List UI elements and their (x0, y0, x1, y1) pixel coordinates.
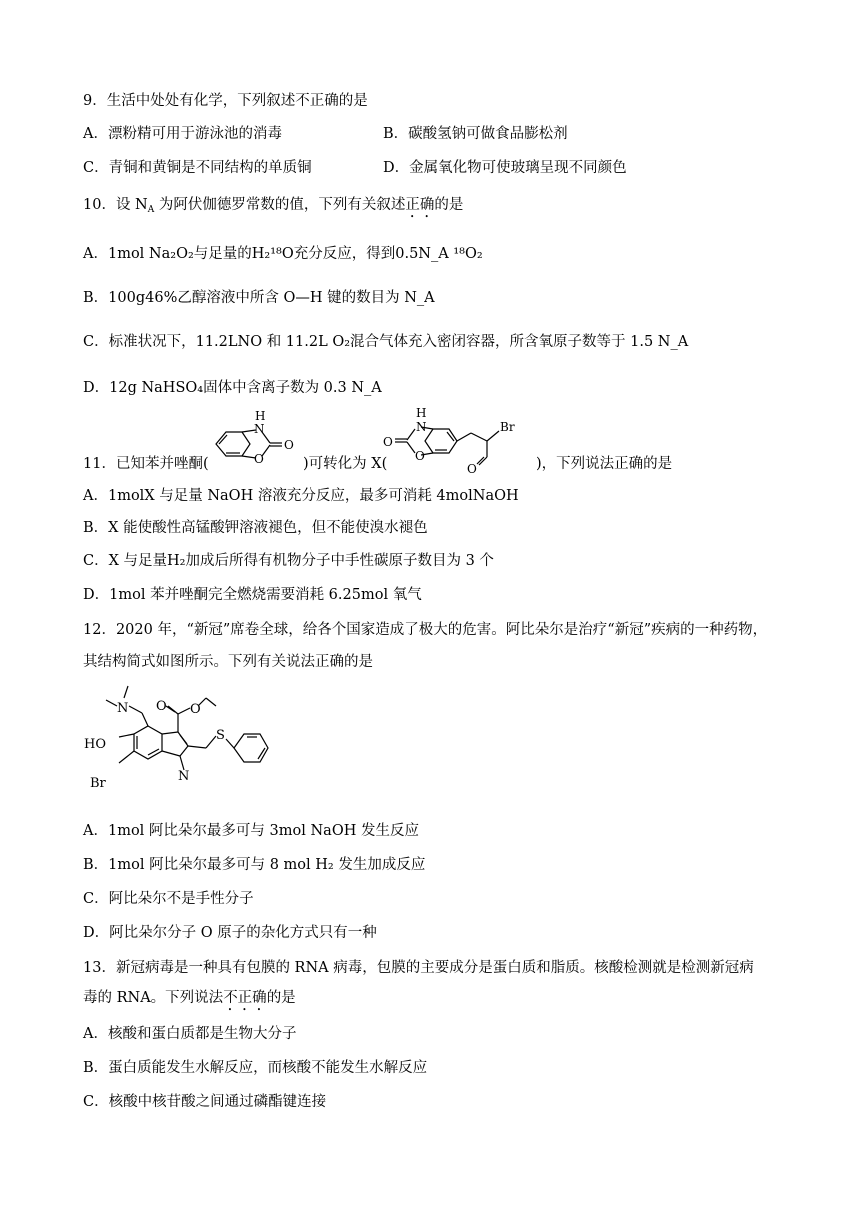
q11-stem-part1: 11．已知苯并唑酮( (83, 456, 209, 472)
svg-text:Br: Br (90, 776, 106, 791)
q13-option-c: C．核酸中核苷酸之间通过磷酯键连接 (83, 1094, 327, 1110)
svg-text:H: H (416, 406, 427, 420)
benzoxazolone-structure (206, 410, 301, 475)
q11-option-b: B．X 能使酸性高锰酸钾溶液褪色，但不能使溴水褪色 (83, 520, 428, 536)
q10-option-d: D．12g NaHSO₄固体中含离子数为 0.3 N_A (83, 380, 382, 396)
q13-option-b: B．蛋白质能发生水解反应，而核酸不能发生水解反应 (83, 1060, 428, 1076)
q9-option-b: B．碳酸氢钠可做食品膨松剂 (383, 126, 568, 142)
svg-text:HO: HO (84, 737, 106, 752)
svg-text:O: O (415, 449, 425, 463)
q11-option-a: A．1molX 与足量 NaOH 溶液充分反应，最多可消耗 4molNaOH (83, 488, 519, 504)
svg-text:N: N (416, 420, 427, 434)
q11-stem-part3: )，下列说法正确的是 (536, 456, 673, 472)
q12-stem-line1: 12．2020 年，“新冠”席卷全球，给各个国家造成了极大的危害。阿比朵尔是治疗“新冠”疾病的一种药物， (83, 622, 768, 638)
q12-stem-line2: 其结构简式如图所示。下列有关说法正确的是 (83, 654, 373, 670)
q13-stem-line1: 13．新冠病毒是一种具有包膜的 RNA 病毒，包膜的主要成分是蛋白质和脂质。核酸检测就是检测新冠病 (83, 960, 754, 976)
q10-option-b: B．100g46%乙醇溶液中所含 O—H 键的数目为 N_A (83, 290, 435, 306)
q13-option-a: A．核酸和蛋白质都是生物大分子 (83, 1026, 297, 1042)
q11-option-d: D．1mol 苯并唑酮完全燃烧需要消耗 6.25mol 氧气 (83, 587, 422, 603)
svg-text:S: S (216, 728, 225, 743)
svg-text:O: O (383, 435, 393, 449)
q11-option-c: C．X 与足量H₂加成后所得有机物分子中手性碳原子数目为 3 个 (83, 553, 494, 569)
svg-text:Br: Br (500, 420, 515, 434)
arbidol-structure (84, 684, 304, 796)
svg-text:H: H (255, 409, 266, 423)
svg-text:N: N (117, 701, 129, 716)
svg-text:N: N (178, 769, 190, 784)
q11-stem-part2: )可转化为 X( (303, 456, 388, 472)
q9-option-d: D．金属氧化物可使玻璃呈现不同颜色 (383, 160, 627, 176)
svg-text:O: O (284, 438, 294, 452)
q12-option-c: C．阿比朵尔不是手性分子 (83, 891, 254, 907)
q9-option-c: C．青铜和黄铜是不同结构的单质铜 (83, 160, 312, 176)
svg-text:O: O (467, 462, 477, 476)
q9-option-a: A．漂粉精可用于游泳池的消毒 (83, 126, 282, 142)
q10-option-c: C．标准状况下，11.2LNO 和 11.2L O₂混合气体充入密闭容器，所含氧原子数等于 1.5 N_A (83, 334, 689, 350)
compound-x-structure (383, 407, 533, 477)
q12-option-d: D．阿比朵尔分子 O 原子的杂化方式只有一种 (83, 925, 377, 941)
q12-option-a: A．1mol 阿比朵尔最多可与 3mol NaOH 发生反应 (83, 823, 419, 839)
svg-text:O: O (156, 699, 167, 714)
q10-stem: 10．设 $N_A$ 为阿伏伽德罗常数的值，下列有关叙述正确的是 (83, 197, 464, 215)
q13-stem-line2: 毒的 RNA。下列说法不正确的是 (83, 990, 296, 1006)
q10-option-a: A．1mol Na₂O₂与足量的H₂¹⁸O充分反应，得到0.5N_A ¹⁸O₂ (83, 246, 483, 262)
svg-text:O: O (254, 452, 264, 466)
svg-text:O: O (190, 702, 201, 717)
svg-text:N: N (254, 422, 265, 436)
q9-stem: 9．生活中处处有化学，下列叙述不正确的是 (83, 93, 368, 109)
q12-option-b: B．1mol 阿比朵尔最多可与 8 mol H₂ 发生加成反应 (83, 857, 426, 873)
